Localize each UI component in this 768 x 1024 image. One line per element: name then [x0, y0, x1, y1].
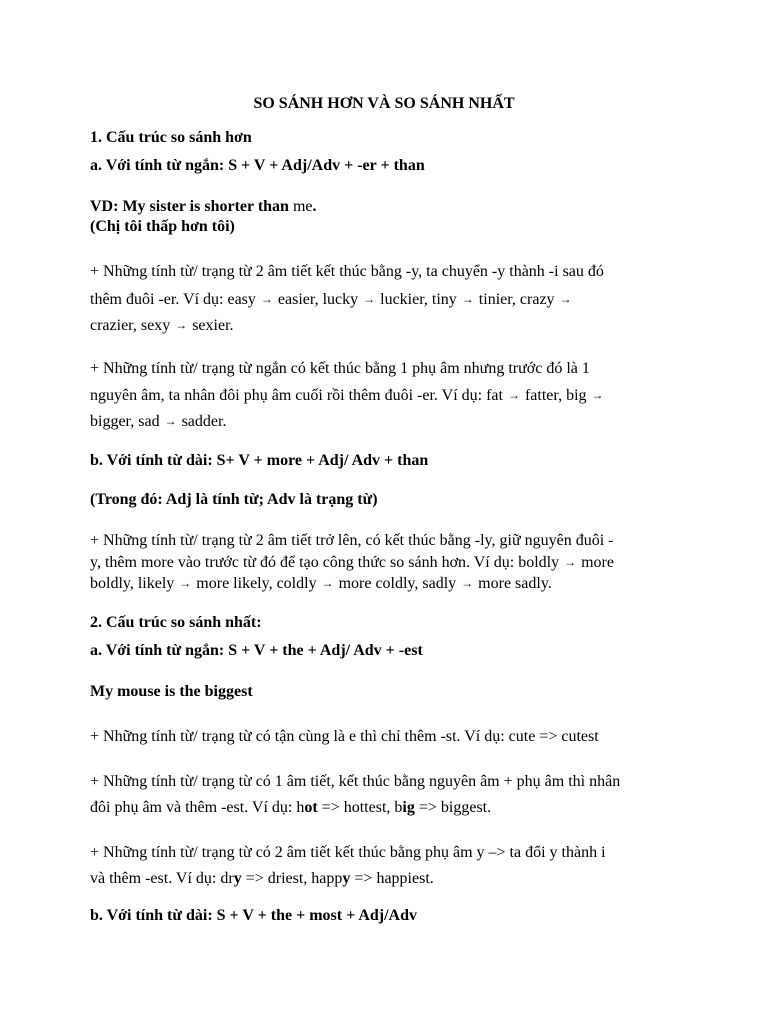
comparative-example-text: VD: My sister is shorter than — [90, 198, 293, 215]
comparative-example-dot: . — [312, 198, 317, 215]
rule-y-superlative-line-1: + Những tính từ/ trạng từ có 2 âm tiết kết thúc bằng phụ âm y –> ta đổi y thành i — [90, 844, 606, 861]
rule-y-line-2 — [90, 289, 573, 310]
arrow-icon: → — [260, 292, 273, 306]
superlative-example: My mouse is the biggest — [90, 683, 253, 700]
section-1a-heading — [90, 156, 425, 176]
section-1a-label: a. Với tính từ ngắn: — [90, 157, 229, 174]
rule-ly-text: more sadly. — [478, 575, 552, 592]
document-title: SO SÁNH HƠN VÀ SO SÁNH NHẤT — [253, 95, 515, 112]
rule-one-syllable-text: đôi phụ âm và thêm -est. Ví dụ: h — [90, 799, 305, 816]
section-1-heading: 1. Cấu trúc so sánh hơn — [90, 129, 252, 146]
arrow-icon: → — [363, 292, 376, 306]
rule-ly-text: more — [581, 554, 614, 571]
section-1a-formula: S + V + Adj/Adv + -er + than — [228, 157, 425, 174]
rule-y-text: luckier, tiny — [380, 291, 457, 308]
rule-y-text: easier, lucky — [277, 291, 359, 308]
rule-one-syllable-line-2 — [90, 798, 491, 818]
rule-one-syllable-line-1: + Những tính từ/ trạng từ có 1 âm tiết, kết thúc bằng nguyên âm + phụ âm thì nhân — [90, 773, 621, 790]
rule-double-text: sadder. — [181, 413, 227, 430]
rule-double-text: fatter, big — [524, 387, 587, 404]
rule-double-text: bigger, sad — [90, 413, 160, 430]
comparative-example-me: me — [292, 198, 313, 215]
arrow-icon: → — [179, 576, 192, 590]
rule-y-text: crazier, sexy — [90, 317, 171, 334]
rule-y-superlative-line-2 — [90, 869, 434, 889]
arrow-icon: → — [175, 318, 188, 332]
rule-double-consonant-line-2 — [90, 385, 605, 406]
rule-one-syllable-text: => biggest. — [414, 799, 492, 816]
rule-y-superlative-bold: y — [342, 870, 351, 887]
rule-ly-line-3 — [90, 573, 552, 594]
rule-e-ending: + Những tính từ/ trạng từ có tận cùng là e thì chỉ thêm -st. Ví dụ: cute => cutest — [90, 728, 599, 745]
arrow-icon: → — [564, 555, 577, 569]
rule-y-text: tinier, crazy — [478, 291, 555, 308]
section-2b-heading: b. Với tính từ dài: S + V + the + most + Adj/Adv — [90, 907, 417, 924]
rule-one-syllable-bold: ig — [402, 799, 415, 816]
rule-double-consonant-line-1: + Những tính từ/ trạng từ ngắn có kết thúc bằng 1 phụ âm nhưng trước đó là 1 — [90, 360, 590, 377]
section-2-heading: 2. Cấu trúc so sánh nhất: — [90, 614, 262, 631]
rule-ly-text: more coldly, sadly — [338, 575, 457, 592]
arrow-icon: → — [591, 388, 604, 402]
arrow-icon: → — [559, 292, 572, 306]
rule-ly-line-1: + Những tính từ/ trạng từ 2 âm tiết trở lên, có kết thúc bằng -ly, giữ nguyên đuôi - — [90, 532, 614, 549]
section-1b-note: (Trong đó: Adj là tính từ; Adv là trạng từ) — [90, 491, 378, 508]
rule-ly-text: y, thêm more vào trước từ đó để tạo công thức so sánh hơn. Ví dụ: boldly — [90, 554, 560, 571]
arrow-icon: → — [461, 576, 474, 590]
rule-ly-text: more likely, coldly — [196, 575, 317, 592]
section-1b-heading: b. Với tính từ dài: S+ V + more + Adj/ Adv + than — [90, 452, 429, 469]
arrow-icon: → — [164, 414, 177, 428]
rule-double-text: nguyên âm, ta nhân đôi phụ âm cuối rồi thêm đuôi -er. Ví dụ: fat — [90, 387, 503, 404]
rule-y-superlative-text: => happiest. — [350, 870, 434, 887]
rule-ly-line-2 — [90, 552, 614, 573]
comparative-example — [90, 197, 317, 217]
rule-y-superlative-text: và thêm -est. Ví dụ: dr — [90, 870, 234, 887]
section-2a-heading: a. Với tính từ ngắn: S + V + the + Adj/ Adv + -est — [90, 642, 423, 659]
rule-y-text: sexier. — [192, 317, 234, 334]
rule-y-superlative-text: => driest, happ — [241, 870, 343, 887]
arrow-icon: → — [321, 576, 334, 590]
rule-y-line-1: + Những tính từ/ trạng từ 2 âm tiết kết thúc bằng -y, ta chuyển -y thành -i sau đó — [90, 263, 604, 280]
comparative-example-translation: (Chị tôi thấp hơn tôi) — [90, 218, 235, 235]
rule-y-line-3 — [90, 315, 234, 336]
rule-ly-text: boldly, likely — [90, 575, 175, 592]
rule-double-consonant-line-3 — [90, 411, 226, 432]
rule-one-syllable-text: => hottest, b — [317, 799, 403, 816]
rule-one-syllable-bold: ot — [304, 799, 318, 816]
rule-y-text: thêm đuôi -er. Ví dụ: easy — [90, 291, 256, 308]
arrow-icon: → — [461, 292, 474, 306]
rule-y-superlative-bold: y — [233, 870, 242, 887]
arrow-icon: → — [507, 388, 520, 402]
